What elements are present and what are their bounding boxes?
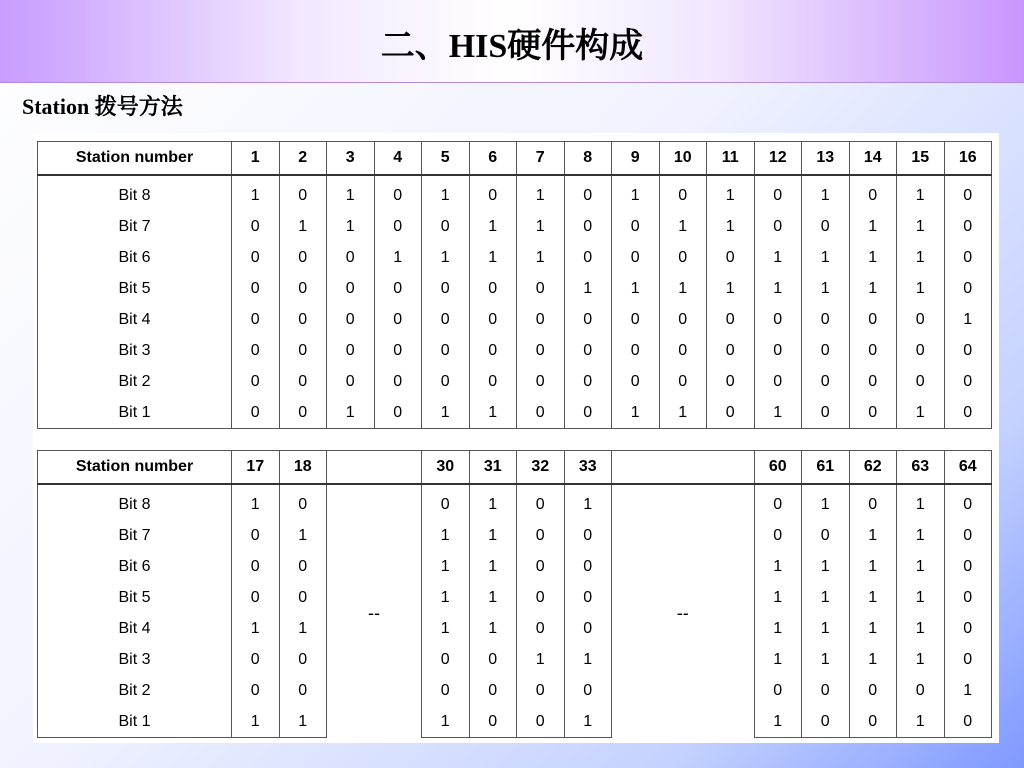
- station-number: 12: [754, 142, 802, 176]
- bit-value: 1: [802, 175, 850, 211]
- bit-value: 1: [659, 397, 707, 429]
- bit-value: 0: [659, 335, 707, 366]
- bit-value: 1: [422, 242, 470, 273]
- station-number: 8: [564, 142, 612, 176]
- bit-value: 1: [754, 273, 802, 304]
- bit-value: 0: [849, 304, 897, 335]
- bit-value: 1: [232, 613, 280, 644]
- bit-value: 0: [564, 211, 612, 242]
- table-row: [38, 175, 992, 211]
- bit-value: 0: [517, 397, 565, 429]
- bit-value: 0: [754, 335, 802, 366]
- table-row: [38, 644, 992, 675]
- bit-value: 1: [279, 613, 327, 644]
- bit-value: 1: [279, 706, 327, 738]
- bit-value: 0: [944, 366, 992, 397]
- bit-value: 0: [422, 335, 470, 366]
- bit-value: 1: [802, 644, 850, 675]
- header-label: Station number: [38, 142, 232, 176]
- bit-value: 1: [279, 211, 327, 242]
- bit-value: 0: [279, 366, 327, 397]
- bit-value: 0: [279, 675, 327, 706]
- station-number: 30: [422, 451, 470, 485]
- bit-value: 0: [612, 304, 660, 335]
- bit-value: 0: [469, 644, 517, 675]
- bit-value: 1: [469, 211, 517, 242]
- bit-value: 1: [897, 484, 945, 520]
- bit-value: 1: [612, 175, 660, 211]
- bit-label: Bit 6: [38, 242, 232, 273]
- bit-label: Bit 5: [38, 273, 232, 304]
- table-panel: [33, 133, 999, 743]
- bit-value: 1: [802, 551, 850, 582]
- bit-value: 0: [802, 211, 850, 242]
- bit-value: 1: [802, 582, 850, 613]
- bit-value: 0: [754, 484, 802, 520]
- bit-value: 1: [469, 520, 517, 551]
- bit-value: 1: [897, 175, 945, 211]
- bit-value: 0: [469, 675, 517, 706]
- bit-value: 0: [232, 520, 280, 551]
- bit-value: 0: [564, 675, 612, 706]
- bit-value: 1: [327, 211, 375, 242]
- station-number: 5: [422, 142, 470, 176]
- bit-value: 0: [422, 644, 470, 675]
- bit-value: 1: [802, 242, 850, 273]
- gap-cell: --: [612, 484, 755, 738]
- bit-value: 1: [659, 273, 707, 304]
- bit-value: 0: [897, 304, 945, 335]
- bit-value: 1: [802, 484, 850, 520]
- table-row: [38, 706, 992, 738]
- bit-value: 0: [944, 706, 992, 738]
- bit-value: 0: [469, 366, 517, 397]
- bit-value: 1: [944, 675, 992, 706]
- bit-value: 0: [754, 211, 802, 242]
- bit-value: 0: [232, 582, 280, 613]
- bit-value: 1: [849, 273, 897, 304]
- bit-value: 0: [612, 242, 660, 273]
- bit-value: 1: [849, 551, 897, 582]
- bit-value: 1: [849, 211, 897, 242]
- bit-value: 0: [564, 397, 612, 429]
- bit-value: 1: [897, 273, 945, 304]
- station-number: 64: [944, 451, 992, 485]
- bit-label: Bit 4: [38, 613, 232, 644]
- station-number: 3: [327, 142, 375, 176]
- station-number: 62: [849, 451, 897, 485]
- bit-value: 1: [849, 613, 897, 644]
- bit-value: 1: [564, 273, 612, 304]
- bit-value: 0: [802, 304, 850, 335]
- bit-value: 0: [422, 304, 470, 335]
- bit-value: 1: [469, 242, 517, 273]
- table-row: [38, 484, 992, 520]
- bit-value: 1: [612, 397, 660, 429]
- bit-value: 1: [754, 613, 802, 644]
- table-row: [38, 582, 992, 613]
- bit-value: 0: [612, 211, 660, 242]
- title-bar: [0, 0, 1024, 83]
- bit-value: 1: [897, 582, 945, 613]
- bit-value: 1: [754, 242, 802, 273]
- station-number: 7: [517, 142, 565, 176]
- bit-value: 1: [422, 551, 470, 582]
- station-number: 6: [469, 142, 517, 176]
- bit-value: 0: [564, 520, 612, 551]
- station-number: 33: [564, 451, 612, 485]
- bit-value: 0: [944, 397, 992, 429]
- station-number: 60: [754, 451, 802, 485]
- bit-value: 1: [469, 613, 517, 644]
- bit-value: 0: [897, 675, 945, 706]
- station-number: 2: [279, 142, 327, 176]
- header-gap-cell: [612, 451, 755, 485]
- bit-value: 0: [374, 366, 422, 397]
- bit-value: 1: [707, 175, 755, 211]
- bit-value: 0: [374, 304, 422, 335]
- station-number: 16: [944, 142, 992, 176]
- bit-value: 1: [849, 242, 897, 273]
- bit-value: 0: [232, 397, 280, 429]
- bit-value: 0: [517, 613, 565, 644]
- bit-value: 1: [469, 582, 517, 613]
- bit-value: 0: [279, 273, 327, 304]
- bit-value: 0: [279, 175, 327, 211]
- bit-value: 0: [232, 366, 280, 397]
- bit-value: 0: [944, 484, 992, 520]
- bit-value: 0: [849, 335, 897, 366]
- bit-value: 1: [327, 397, 375, 429]
- table-row: [38, 397, 992, 429]
- bit-value: 0: [469, 273, 517, 304]
- bit-label: Bit 7: [38, 520, 232, 551]
- bit-value: 1: [754, 551, 802, 582]
- bit-value: 0: [564, 613, 612, 644]
- bit-value: 0: [754, 675, 802, 706]
- bit-value: 0: [754, 520, 802, 551]
- bit-value: 0: [232, 644, 280, 675]
- bit-value: 0: [232, 242, 280, 273]
- table-row: [38, 675, 992, 706]
- station-number: 11: [707, 142, 755, 176]
- bit-value: 0: [944, 644, 992, 675]
- slide-title: 二、HIS硬件构成: [380, 28, 644, 65]
- bit-value: 1: [802, 273, 850, 304]
- bit-value: 0: [944, 273, 992, 304]
- bit-value: 0: [517, 706, 565, 738]
- bit-value: 1: [849, 520, 897, 551]
- bit-value: 0: [659, 366, 707, 397]
- bit-label: Bit 5: [38, 582, 232, 613]
- bit-value: 0: [564, 366, 612, 397]
- bit-value: 0: [327, 335, 375, 366]
- bit-value: 1: [897, 706, 945, 738]
- bit-value: 0: [612, 335, 660, 366]
- table-row: [38, 211, 992, 242]
- bit-value: 0: [469, 304, 517, 335]
- bit-value: 0: [659, 304, 707, 335]
- bit-value: 0: [944, 242, 992, 273]
- station-number: 32: [517, 451, 565, 485]
- header-label: Station number: [38, 451, 232, 485]
- bit-value: 0: [802, 335, 850, 366]
- station-number: 4: [374, 142, 422, 176]
- bit-value: 0: [327, 366, 375, 397]
- bit-value: 0: [944, 613, 992, 644]
- bit-value: 0: [517, 273, 565, 304]
- bit-value: 1: [897, 397, 945, 429]
- table-row: [38, 273, 992, 304]
- table-row: [38, 551, 992, 582]
- header-gap-cell: [327, 451, 422, 485]
- bit-value: 1: [327, 175, 375, 211]
- bit-value: 0: [707, 397, 755, 429]
- bit-value: 1: [564, 706, 612, 738]
- bit-value: 0: [374, 335, 422, 366]
- bit-value: 0: [232, 335, 280, 366]
- bit-value: 0: [944, 211, 992, 242]
- station-number: 63: [897, 451, 945, 485]
- station-number: 14: [849, 142, 897, 176]
- station-number: 9: [612, 142, 660, 176]
- bit-value: 1: [897, 613, 945, 644]
- bit-value: 0: [279, 304, 327, 335]
- bit-value: 1: [612, 273, 660, 304]
- table-row: [38, 335, 992, 366]
- bit-value: 0: [517, 335, 565, 366]
- bit-value: 0: [612, 366, 660, 397]
- bit-value: 1: [754, 706, 802, 738]
- bit-value: 0: [707, 304, 755, 335]
- bit-value: 0: [517, 304, 565, 335]
- bit-value: 1: [517, 211, 565, 242]
- bit-value: 1: [279, 520, 327, 551]
- bit-value: 0: [707, 335, 755, 366]
- bit-label: Bit 1: [38, 397, 232, 429]
- bit-value: 0: [849, 397, 897, 429]
- bit-value: 0: [327, 242, 375, 273]
- bit-value: 1: [422, 175, 470, 211]
- bit-value: 0: [422, 484, 470, 520]
- bit-value: 0: [564, 551, 612, 582]
- bit-value: 0: [517, 551, 565, 582]
- bit-value: 0: [279, 335, 327, 366]
- bit-value: 0: [327, 304, 375, 335]
- bit-value: 0: [517, 366, 565, 397]
- bit-value: 0: [849, 366, 897, 397]
- bit-value: 1: [944, 304, 992, 335]
- bit-value: 0: [802, 706, 850, 738]
- bit-value: 0: [802, 675, 850, 706]
- bit-value: 0: [469, 706, 517, 738]
- bit-label: Bit 3: [38, 644, 232, 675]
- station-number: 15: [897, 142, 945, 176]
- bit-value: 0: [849, 675, 897, 706]
- bit-value: 0: [469, 175, 517, 211]
- bit-value: 0: [944, 582, 992, 613]
- bit-value: 1: [754, 397, 802, 429]
- bit-value: 1: [232, 706, 280, 738]
- bit-value: 1: [754, 582, 802, 613]
- table-row: [38, 520, 992, 551]
- bit-value: 0: [659, 242, 707, 273]
- bit-value: 0: [279, 484, 327, 520]
- bit-value: 1: [564, 644, 612, 675]
- bit-value: 1: [422, 397, 470, 429]
- bit-value: 0: [754, 304, 802, 335]
- bit-value: 1: [232, 484, 280, 520]
- bit-value: 0: [897, 335, 945, 366]
- station-number: 17: [232, 451, 280, 485]
- bit-value: 0: [279, 582, 327, 613]
- bit-value: 0: [232, 551, 280, 582]
- bit-value: 0: [564, 335, 612, 366]
- bit-value: 0: [849, 175, 897, 211]
- bit-value: 1: [897, 644, 945, 675]
- bit-value: 0: [517, 520, 565, 551]
- bit-value: 1: [849, 582, 897, 613]
- bit-value: 0: [422, 273, 470, 304]
- bit-value: 1: [849, 644, 897, 675]
- bit-label: Bit 7: [38, 211, 232, 242]
- bit-value: 0: [754, 366, 802, 397]
- bit-value: 1: [422, 613, 470, 644]
- table-row: [38, 366, 992, 397]
- station-number: 61: [802, 451, 850, 485]
- bit-value: 0: [422, 366, 470, 397]
- bit-value: 0: [517, 675, 565, 706]
- bit-label: Bit 3: [38, 335, 232, 366]
- bit-value: 1: [422, 520, 470, 551]
- station-table-1: [37, 141, 992, 429]
- bit-label: Bit 6: [38, 551, 232, 582]
- bit-value: 1: [897, 551, 945, 582]
- bit-label: Bit 1: [38, 706, 232, 738]
- bit-label: Bit 2: [38, 366, 232, 397]
- bit-value: 1: [469, 551, 517, 582]
- bit-value: 0: [564, 175, 612, 211]
- bit-value: 0: [849, 706, 897, 738]
- station-number: 18: [279, 451, 327, 485]
- bit-value: 0: [374, 211, 422, 242]
- table-header-row: [38, 451, 992, 485]
- bit-value: 1: [754, 644, 802, 675]
- bit-value: 1: [659, 211, 707, 242]
- bit-value: 0: [659, 175, 707, 211]
- slide-subtitle: Station 拨号方法: [22, 94, 183, 119]
- bit-value: 0: [897, 366, 945, 397]
- bit-value: 1: [802, 613, 850, 644]
- bit-value: 0: [327, 273, 375, 304]
- bit-value: 0: [944, 551, 992, 582]
- bit-label: Bit 2: [38, 675, 232, 706]
- bit-value: 0: [564, 304, 612, 335]
- bit-label: Bit 4: [38, 304, 232, 335]
- bit-label: Bit 8: [38, 175, 232, 211]
- bit-value: 0: [279, 644, 327, 675]
- bit-value: 0: [374, 397, 422, 429]
- bit-value: 0: [707, 242, 755, 273]
- bit-value: 0: [944, 335, 992, 366]
- bit-value: 0: [232, 675, 280, 706]
- bit-value: 0: [469, 335, 517, 366]
- bit-value: 0: [944, 520, 992, 551]
- bit-value: 0: [802, 366, 850, 397]
- bit-value: 1: [564, 484, 612, 520]
- bit-value: 0: [422, 675, 470, 706]
- bit-value: 1: [897, 211, 945, 242]
- bit-value: 1: [897, 520, 945, 551]
- bit-value: 1: [374, 242, 422, 273]
- bit-value: 1: [232, 175, 280, 211]
- bit-value: 1: [422, 582, 470, 613]
- bit-value: 0: [232, 304, 280, 335]
- bit-value: 0: [232, 273, 280, 304]
- bit-value: 0: [944, 175, 992, 211]
- bit-value: 0: [279, 397, 327, 429]
- bit-value: 0: [802, 520, 850, 551]
- bit-value: 1: [517, 644, 565, 675]
- table-row: [38, 613, 992, 644]
- station-number: 31: [469, 451, 517, 485]
- bit-value: 0: [422, 211, 470, 242]
- station-number: 1: [232, 142, 280, 176]
- bit-value: 1: [517, 175, 565, 211]
- bit-value: 0: [517, 484, 565, 520]
- bit-value: 0: [564, 242, 612, 273]
- bit-value: 0: [849, 484, 897, 520]
- gap-cell: --: [327, 484, 422, 738]
- table-row: [38, 242, 992, 273]
- bit-value: 0: [564, 582, 612, 613]
- bit-value: 1: [469, 397, 517, 429]
- bit-value: 0: [374, 175, 422, 211]
- bit-value: 0: [802, 397, 850, 429]
- bit-value: 1: [707, 273, 755, 304]
- bit-value: 0: [279, 242, 327, 273]
- table-row: [38, 304, 992, 335]
- station-number: 10: [659, 142, 707, 176]
- bit-value: 1: [422, 706, 470, 738]
- bit-value: 0: [754, 175, 802, 211]
- table-header-row: [38, 142, 992, 176]
- bit-value: 0: [517, 582, 565, 613]
- station-number: 13: [802, 142, 850, 176]
- bit-value: 0: [279, 551, 327, 582]
- station-table-2: [37, 450, 992, 738]
- bit-value: 0: [374, 273, 422, 304]
- bit-value: 1: [707, 211, 755, 242]
- bit-value: 1: [897, 242, 945, 273]
- bit-value: 0: [232, 211, 280, 242]
- bit-value: 1: [469, 484, 517, 520]
- bit-value: 0: [707, 366, 755, 397]
- bit-value: 1: [517, 242, 565, 273]
- bit-label: Bit 8: [38, 484, 232, 520]
